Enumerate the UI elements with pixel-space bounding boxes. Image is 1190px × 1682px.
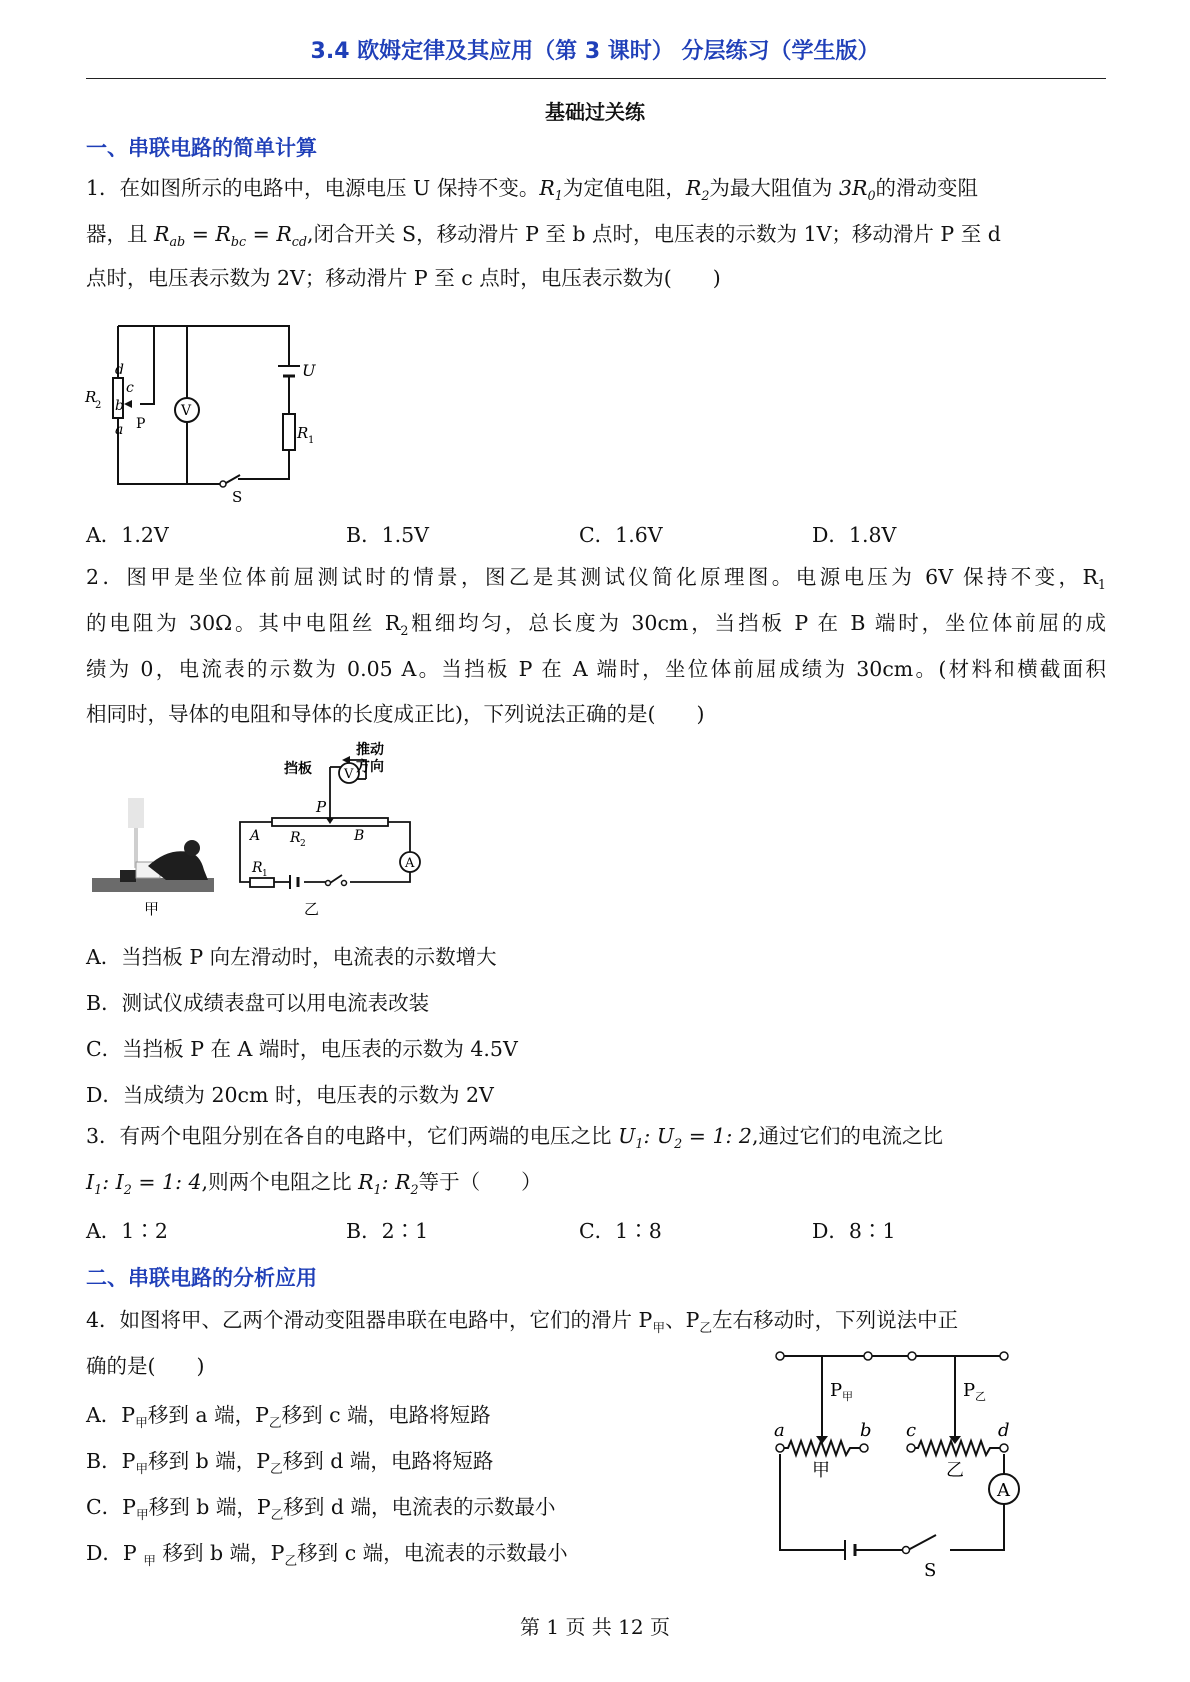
slider-arrow	[124, 400, 132, 408]
r2-label: R	[290, 830, 301, 846]
q2-line-3: 绩为 0，电流表的示数为 0.05 A。当挡板 P 在 A 端时，坐位体前屈成绩为 30cm。(材料和横截面积	[86, 657, 1106, 681]
voltmeter-label: V	[181, 403, 192, 419]
rheostat-jia-label: 甲	[812, 1460, 830, 1481]
q2-option-d[interactable]: D．当成绩为 20cm 时，电压表的示数为 2V	[86, 1083, 494, 1107]
page-subtitle: 基础过关练	[545, 100, 645, 124]
switch-label: S	[232, 488, 243, 506]
point-d: d	[998, 1420, 1010, 1441]
q2-circuit-diagram	[232, 740, 415, 922]
slider-yi-label: P	[963, 1380, 976, 1401]
point-d: d	[115, 362, 124, 378]
point-a: a	[115, 422, 124, 438]
ammeter-label: A	[405, 856, 415, 871]
photo-jia-label: 甲	[144, 900, 160, 918]
section-title-1: 一、串联电路的简单计算	[86, 136, 317, 160]
r2-label: R	[85, 388, 97, 406]
q2-line-2: 的电阻为 30Ω。其中电阻丝 $R_2$粗细均匀，总长度为 30cm，当挡板 P 在 B 端时，坐位体前屈的成	[86, 611, 1106, 639]
q4-circuit-diagram	[760, 1340, 1020, 1582]
source-label: U	[302, 361, 316, 380]
svg-text:1: 1	[308, 435, 315, 446]
q1-line-1: 1．在如图所示的电路中，电源电压 U 保持不变。$R_1$为定值电阻，$R_2$为最大阻值为 $3R_0$的滑动变阻	[86, 176, 979, 204]
q3-line-1: 3．有两个电阻分别在各自的电路中，它们两端的电压之比 $U_1$: $U_2 = 1$: 2,通过它们的电流之比	[86, 1124, 943, 1152]
q2-option-a[interactable]: A．当挡板 P 向左滑动时，电流表的示数增大	[86, 945, 497, 969]
q4-option-b[interactable]: B．$P_甲$移到 b 端，$P_乙$移到 d 端，电路将短路	[86, 1449, 494, 1477]
q3-option-d[interactable]: D．8∶1	[812, 1219, 896, 1243]
end-a-label: A	[250, 828, 261, 844]
point-c: c	[906, 1420, 917, 1441]
svg-text:2: 2	[300, 839, 306, 849]
svg-text:2: 2	[95, 400, 102, 411]
q2-option-c[interactable]: C．当挡板 P 在 A 端时，电压表的示数为 4.5V	[86, 1037, 518, 1061]
q1-option-b[interactable]: B．1.5V	[346, 523, 429, 547]
q2-line-1: 2．图甲是坐位体前屈测试时的情景，图乙是其测试仪简化原理图。电源电压为 6V 保持不变，$R_1$	[86, 565, 1106, 593]
board-label: 挡板	[284, 761, 312, 777]
end-b-label: B	[354, 828, 365, 844]
switch-s	[226, 475, 240, 483]
rheostat-yi	[911, 1441, 1004, 1455]
voltmeter-label: V	[344, 767, 354, 782]
slider-jia-label: P	[830, 1380, 843, 1401]
ammeter-label: A	[997, 1480, 1010, 1501]
q1-line-2: 器，且 $R_{ab} = R_{bc} = R_{cd}$,闭合开关 S，移动滑片 P 至 b 点时，电压表的示数为 1V；移动滑片 P 至 d	[86, 222, 1001, 250]
board-p-label: P	[316, 798, 327, 816]
circuit-yi-label: 乙	[304, 900, 320, 918]
page-title: 3.4 欧姆定律及其应用（第 3 课时） 分层练习（学生版）	[310, 39, 880, 64]
page-footer: 第 1 页 共 12 页	[520, 1615, 670, 1639]
svg-text:乙: 乙	[975, 1390, 986, 1403]
q4-option-d[interactable]: D．P $_甲$ 移到 b 端，$P_乙$移到 c 端，电流表的示数最小	[86, 1541, 568, 1569]
r1-label: R	[297, 424, 309, 442]
q4-line-2: 确的是( )	[86, 1354, 205, 1378]
point-c: c	[126, 380, 134, 396]
q1-option-a[interactable]: A．1.2V	[86, 523, 169, 547]
q4-option-c[interactable]: C．$P_甲$移到 b 端，$P_乙$移到 d 端，电流表的示数最小	[86, 1495, 556, 1523]
q1-option-c[interactable]: C．1.6V	[579, 523, 663, 547]
q4-line-1: 4．如图将甲、乙两个滑动变阻器串联在电路中，它们的滑片 $P_甲$、$P_乙$左右移动时，下列说法中正	[86, 1308, 959, 1336]
q2-line-4: 相同时，导体的电阻和导体的长度成正比)，下列说法正确的是( )	[86, 702, 705, 726]
q3-line-2: $I_1$: $I_2 = 1$: 4,则两个电阻之比 $R_1$: $R_2$等于（ ）	[86, 1170, 542, 1198]
section-title-2: 二、串联电路的分析应用	[86, 1266, 317, 1290]
point-b: b	[860, 1420, 872, 1441]
point-a: a	[774, 1420, 785, 1441]
svg-text:甲: 甲	[842, 1390, 853, 1403]
q4-option-a[interactable]: A．$P_甲$移到 a 端，$P_乙$移到 c 端，电路将短路	[86, 1403, 491, 1431]
q3-option-b[interactable]: B．2∶1	[346, 1219, 429, 1243]
direction-label: 方向	[356, 759, 384, 775]
point-b: b	[115, 398, 124, 414]
q1-line-3: 点时，电压表示数为 2V；移动滑片 P 至 c 点时，电压表示数为( )	[86, 266, 721, 290]
q3-option-a[interactable]: A．1∶2	[86, 1219, 168, 1243]
mat-shape	[92, 878, 214, 892]
q2-photo-jia	[88, 790, 228, 920]
svg-text:1: 1	[262, 869, 268, 879]
switch-label: S	[924, 1560, 937, 1581]
header-divider	[86, 78, 1106, 79]
q1-option-d[interactable]: D．1.8V	[812, 523, 897, 547]
push-label: 推动	[356, 742, 384, 758]
q1-circuit-diagram	[80, 318, 340, 508]
q2-option-b[interactable]: B．测试仪成绩表盘可以用电流表改装	[86, 991, 430, 1015]
r1-label: R	[252, 860, 263, 876]
rheostat-yi-label: 乙	[946, 1460, 964, 1481]
q3-option-c[interactable]: C．1∶8	[579, 1219, 662, 1243]
slider-label: P	[136, 416, 146, 432]
